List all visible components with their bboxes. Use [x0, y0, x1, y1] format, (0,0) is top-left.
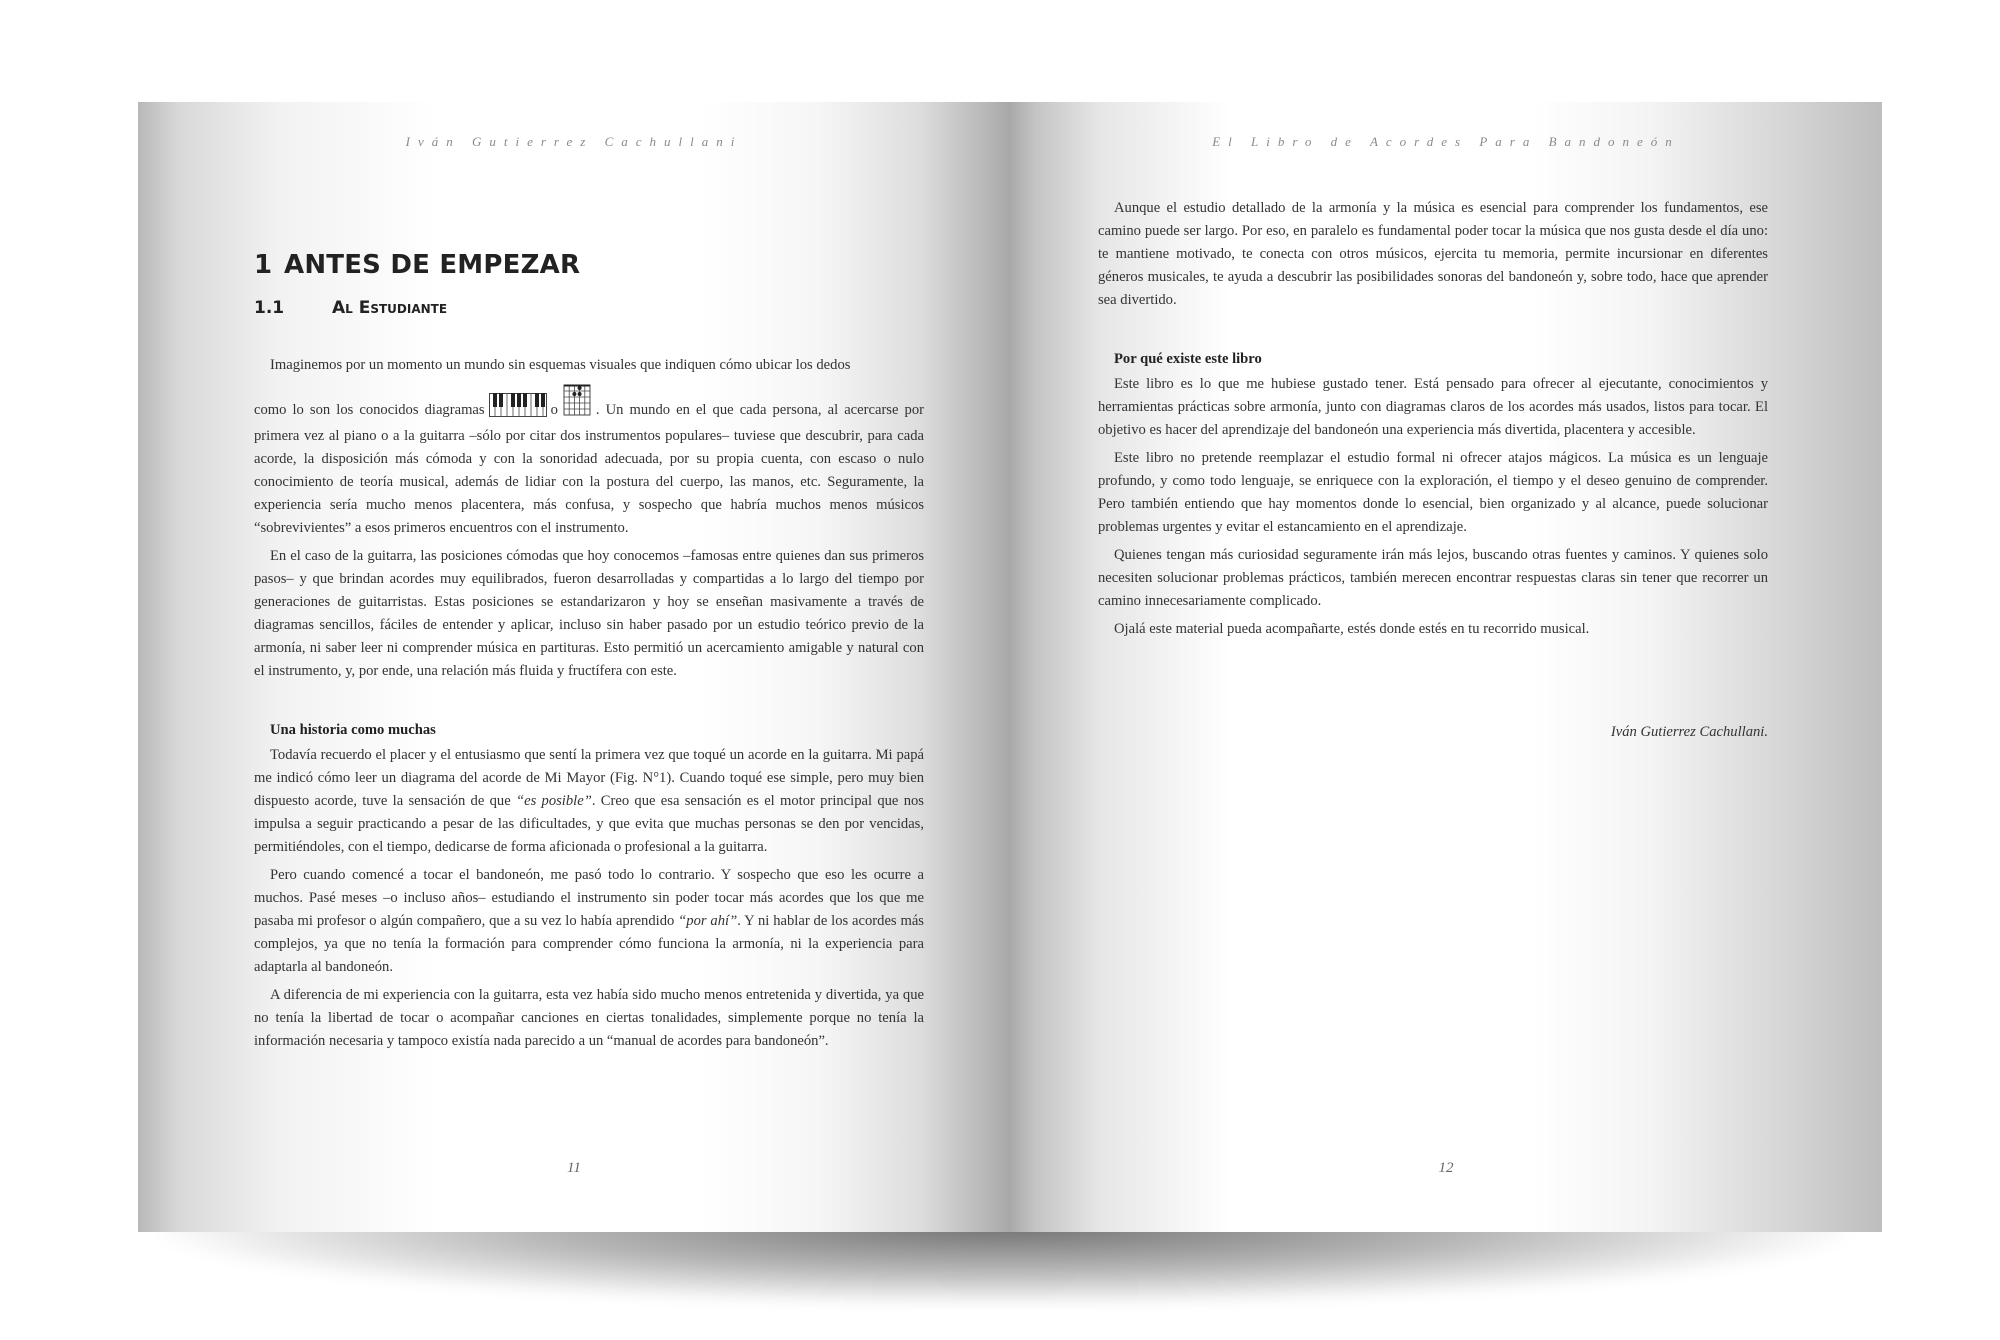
section-title: Al Estudiante — [332, 298, 448, 318]
paragraph-1-rest: . Un mundo en el que cada persona, al acercarse por primera vez al piano o a la guitarra –sólo por citar dos instrumentos populares– tuviese que descubrir, para cada acorde, la disposición más cómoda y con la sonoridad adecuada, por su propia cuenta, con escaso o nulo conocimiento de teoría musical, además de lidiar con la postura del cuerpo, las manos, etc. Seguramente, la experiencia sería mucho menos placentera, más confusa, y sospecho que habría muchos menos músicos “sobrevivientes” a esos primeros encuentros con el instrumento. — [254, 402, 924, 536]
paragraph-4: Quienes tengan más curiosidad seguramente irán más lejos, buscando otras fuentes y caminos. Y quienes solo necesiten solucionar problemas prácticos, también merecen encontrar respuestas claras sin tener que recorrer un camino innecesariamente complicado. — [1098, 547, 1768, 609]
right-page-content — [1098, 197, 1768, 749]
paragraph-1-or: o — [550, 402, 558, 418]
paragraph-3 — [254, 744, 924, 859]
paragraph-1 — [254, 383, 924, 540]
chapter-title: ANTES DE EMPEZAR — [284, 250, 581, 280]
paragraph-5: A diferencia de mi experiencia con la guitarra, esta vez había sido mucho menos entretenida y divertida, ya que no tenía la libertad de tocar o acompañar canciones en ciertas tonalidades, simplemente porque no tenía la información necesaria y tampoco existía nada parecido a un “manual de acordes para bandoneón”. — [254, 987, 924, 1049]
section-heading — [254, 298, 924, 318]
chapter-number: 1 — [254, 250, 273, 280]
paragraph-4-start: Pero cuando comencé a tocar el bandoneón, me pasó todo lo contrario. Y sospecho que eso les ocurre a muchos. Pasé meses –o incluso años– estudiando el instrumento sin poder tocar más acordes que los que me pasaba mi profesor o algún compañero, que a su vez lo había aprendido — [254, 867, 924, 929]
running-head-title: El Libro de Acordes Para Bandoneón — [1212, 134, 1680, 149]
paragraph-2: Este libro es lo que me hubiese gustado tener. Está pensado para ofrecer al ejecutante, conocimientos y herramientas prácticas sobre armonía, junto con diagramas claros de los acordes más usados, listos para tocar. El objetivo es hacer del aprendizaje del bandoneón una experiencia más divertida, placentera y accesible. — [1098, 376, 1768, 438]
paragraph-3: Este libro no pretende reemplazar el estudio formal ni ofrecer atajos mágicos. La música es un lenguaje profundo, y como todo lenguaje, se enriquece con la exploración, el tiempo y el deseo genuino de comprender. Pero también entiendo que hay momentos donde lo esencial, bien organizado y al alcance, puede solucionar problemas urgentes y evitar el estancamiento en el aprendizaje. — [1098, 450, 1768, 535]
chapter-heading — [254, 250, 924, 280]
subheading-por-que-existe: Por qué existe este libro — [1114, 351, 1262, 367]
author-signature: Iván Gutierrez Cachullani. — [1610, 724, 1768, 740]
left-page-content — [254, 250, 924, 1058]
section-number: 1.1 — [254, 298, 285, 318]
guitar-chord-diagram-icon — [562, 383, 592, 425]
paragraph-3-start: Todavía recuerdo el placer y el entusiasmo que sentí la primera vez que toqué un acorde en la guitarra. Mi papá me indicó cómo leer un diagrama del acorde de Mi Mayor (Fig. N°1). Cuando toqué ese simple, pero muy bien dispuesto acorde, tuve la sensación de que — [254, 747, 924, 809]
right-page — [1010, 102, 1882, 1232]
running-head-author: Iván Gutierrez Cachullani — [405, 134, 743, 149]
subheading-una-historia: Una historia como muchas — [270, 722, 436, 738]
left-page — [138, 102, 1010, 1232]
paragraph-3-rest: . Creo que esa sensación es el motor principal que nos impulsa a seguir practicando a pesar de las dificultades, y que evita que muchas personas se den por vencidas, permitiéndoles, con el tiempo, dedicarse de forma aficionada o profesional a la guitarra. — [254, 793, 924, 855]
page-number-left: 11 — [567, 1160, 581, 1176]
paragraph-1-line-1: Imaginemos por un momento un mundo sin esquemas visuales que indiquen cómo ubicar los dedos — [270, 357, 851, 373]
paragraph-4-emphasis: “por ahí” — [678, 913, 738, 929]
paragraph-4-rest: . Y ni hablar de los acordes más complejos, ya que no tenía la formación para comprender cómo funciona la armonía, ni la experiencia para adaptarla al bandoneón. — [254, 913, 924, 975]
paragraph-1: Aunque el estudio detallado de la armonía y la música es esencial para comprender los fundamentos, ese camino puede ser largo. Por eso, en paralelo es fundamental poder tocar la música que nos gusta desde el día uno: te mantiene motivado, te conecta con otros músicos, ejercita tu memoria, permite incursionar en diferentes géneros musicales, te ayuda a descubrir las posibilidades sonoras del bandoneón y, sobre todo, hace que aprender sea divertido. — [1098, 200, 1768, 308]
paragraph-2: En el caso de la guitarra, las posiciones cómodas que hoy conocemos –famosas entre quienes dan sus primeros pasos– y que brindan acordes muy equilibrados, fueron desarrolladas y compartidas a lo largo del tiempo por generaciones de guitarristas. Estas posiciones se estandarizaron y hoy se enseñan masivamente a través de diagramas sencillos, fáciles de entender y aplicar, incluso sin haber pasado por un estudio teórico previo de la armonía, ni saber leer ni comprender música en partituras. Esto permitió un acercamiento amigable y natural con el instrumento, y, por ende, una relación más fluida y fructífera con este. — [254, 548, 924, 679]
paragraph-1-start: como lo son los conocidos diagramas — [254, 402, 485, 418]
piano-diagram-icon — [489, 393, 547, 425]
page-number-right: 12 — [1438, 1160, 1454, 1176]
paragraph-3-emphasis: “es posible” — [515, 793, 592, 809]
paragraph-4 — [254, 864, 924, 979]
paragraph-5: Ojalá este material pueda acompañarte, estés donde estés en tu recorrido musical. — [1114, 621, 1590, 637]
